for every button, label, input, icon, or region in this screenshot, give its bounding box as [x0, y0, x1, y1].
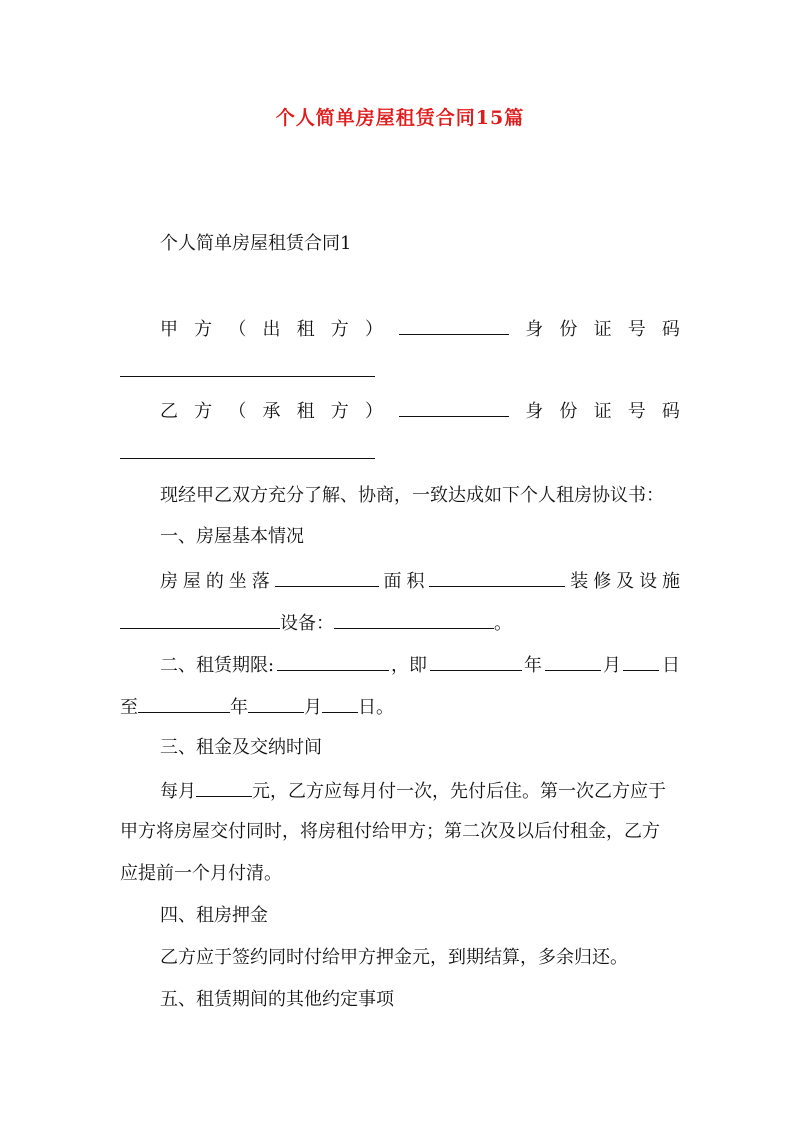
party-b-char: 方 [330, 401, 349, 422]
start-month-label: 月 [602, 655, 621, 676]
party-a-name-blank [399, 316, 509, 335]
lease-to-label: 至 [120, 697, 138, 718]
party-b-id-char: 证 [593, 401, 612, 422]
party-a-line [160, 316, 680, 342]
section-1-heading: 一、房屋基本情况 [160, 526, 304, 547]
party-b-char: 方 [194, 401, 213, 422]
start-day-blank [623, 652, 659, 671]
party-b-id-char: 身 [525, 401, 544, 422]
party-a-id-blank [120, 376, 375, 377]
party-a-char: ） [364, 319, 383, 340]
start-day-label: 日 [661, 655, 680, 676]
party-b-name-blank [399, 398, 509, 417]
location-blank [275, 568, 379, 587]
end-day-label: 日。 [358, 697, 394, 718]
party-a-id-char: 号 [627, 319, 646, 340]
equipment-period: 。 [494, 613, 512, 634]
location-char: 屋 [182, 571, 201, 592]
party-b-id-char: 码 [661, 401, 680, 422]
section-3-heading: 三、租金及交纳时间 [160, 737, 322, 758]
party-b-char: 租 [296, 401, 315, 422]
party-a-char: （ [228, 319, 247, 340]
location-char: 落 [251, 571, 270, 592]
location-char: 房 [160, 571, 178, 592]
decor-char: 及 [616, 571, 635, 592]
party-b-char: 乙 [160, 401, 178, 422]
end-day-blank [322, 694, 358, 713]
party-a-char: 出 [262, 319, 281, 340]
equipment-label: 设备： [280, 613, 334, 634]
end-month-blank [248, 694, 304, 713]
decor-char: 设 [639, 571, 658, 592]
rent-amount-blank [196, 778, 252, 797]
equipment-line [120, 610, 512, 636]
start-year-blank [430, 652, 522, 671]
party-a-id-char: 码 [661, 319, 680, 340]
party-b-char: （ [228, 401, 247, 422]
decor-char: 施 [661, 571, 680, 592]
location-char: 的 [205, 571, 224, 592]
party-b-id-char: 份 [559, 401, 578, 422]
house-info-line [160, 568, 680, 594]
section-5-heading: 五、租赁期间的其他约定事项 [160, 989, 394, 1010]
party-a-char: 甲 [160, 319, 178, 340]
decor-char: 装 [570, 571, 589, 592]
start-month-blank [545, 652, 601, 671]
party-b-id-blank [120, 458, 375, 459]
end-year-blank [138, 694, 230, 713]
lease-term-ji: ，即 [391, 655, 428, 676]
party-b-id-char: 号 [627, 401, 646, 422]
party-b-char: 承 [262, 401, 281, 422]
rent-line-1 [160, 778, 666, 804]
area-char: 面 [383, 571, 402, 592]
intro-paragraph: 现经甲乙双方充分了解、协商，一致达成如下个人租房协议书： [160, 485, 664, 506]
party-a-char: 方 [194, 319, 213, 340]
lease-end-line [120, 694, 394, 720]
deposit-paragraph: 乙方应于签约同时付给甲方押金元，到期结算，多余归还。 [160, 947, 628, 968]
lease-term-line [160, 652, 680, 678]
party-a-char: 租 [296, 319, 315, 340]
end-month-label: 月 [304, 697, 322, 718]
party-a-char: 方 [330, 319, 349, 340]
start-year-label: 年 [524, 655, 543, 676]
lease-term-label: 二、租赁期限: [160, 655, 275, 676]
contract-subtitle: 个人简单房屋租赁合同1 [160, 233, 352, 254]
decor-char: 修 [593, 571, 612, 592]
location-char: 坐 [228, 571, 247, 592]
party-a-id-char: 身 [525, 319, 544, 340]
section-4-heading: 四、租房押金 [160, 905, 268, 926]
party-b-line [160, 398, 680, 424]
rent-line-3: 应提前一个月付清。 [120, 863, 282, 884]
area-char: 积 [406, 571, 425, 592]
area-blank [429, 568, 565, 587]
lease-term-blank [277, 652, 389, 671]
document-title: 个人简单房屋租赁合同15篇 [275, 107, 525, 129]
facilities-blank [120, 610, 280, 629]
end-year-label: 年 [230, 697, 248, 718]
rent-monthly-label: 每月 [160, 781, 196, 802]
party-a-id-char: 份 [559, 319, 578, 340]
equipment-blank [334, 610, 494, 629]
rent-line-2: 甲方将房屋交付同时，将房租付给甲方；第二次及以后付租金，乙方 [120, 821, 660, 842]
rent-terms-text: 元，乙方应每月付一次，先付后住。第一次乙方应于 [252, 781, 666, 802]
party-b-char: ） [364, 401, 383, 422]
party-a-id-char: 证 [593, 319, 612, 340]
